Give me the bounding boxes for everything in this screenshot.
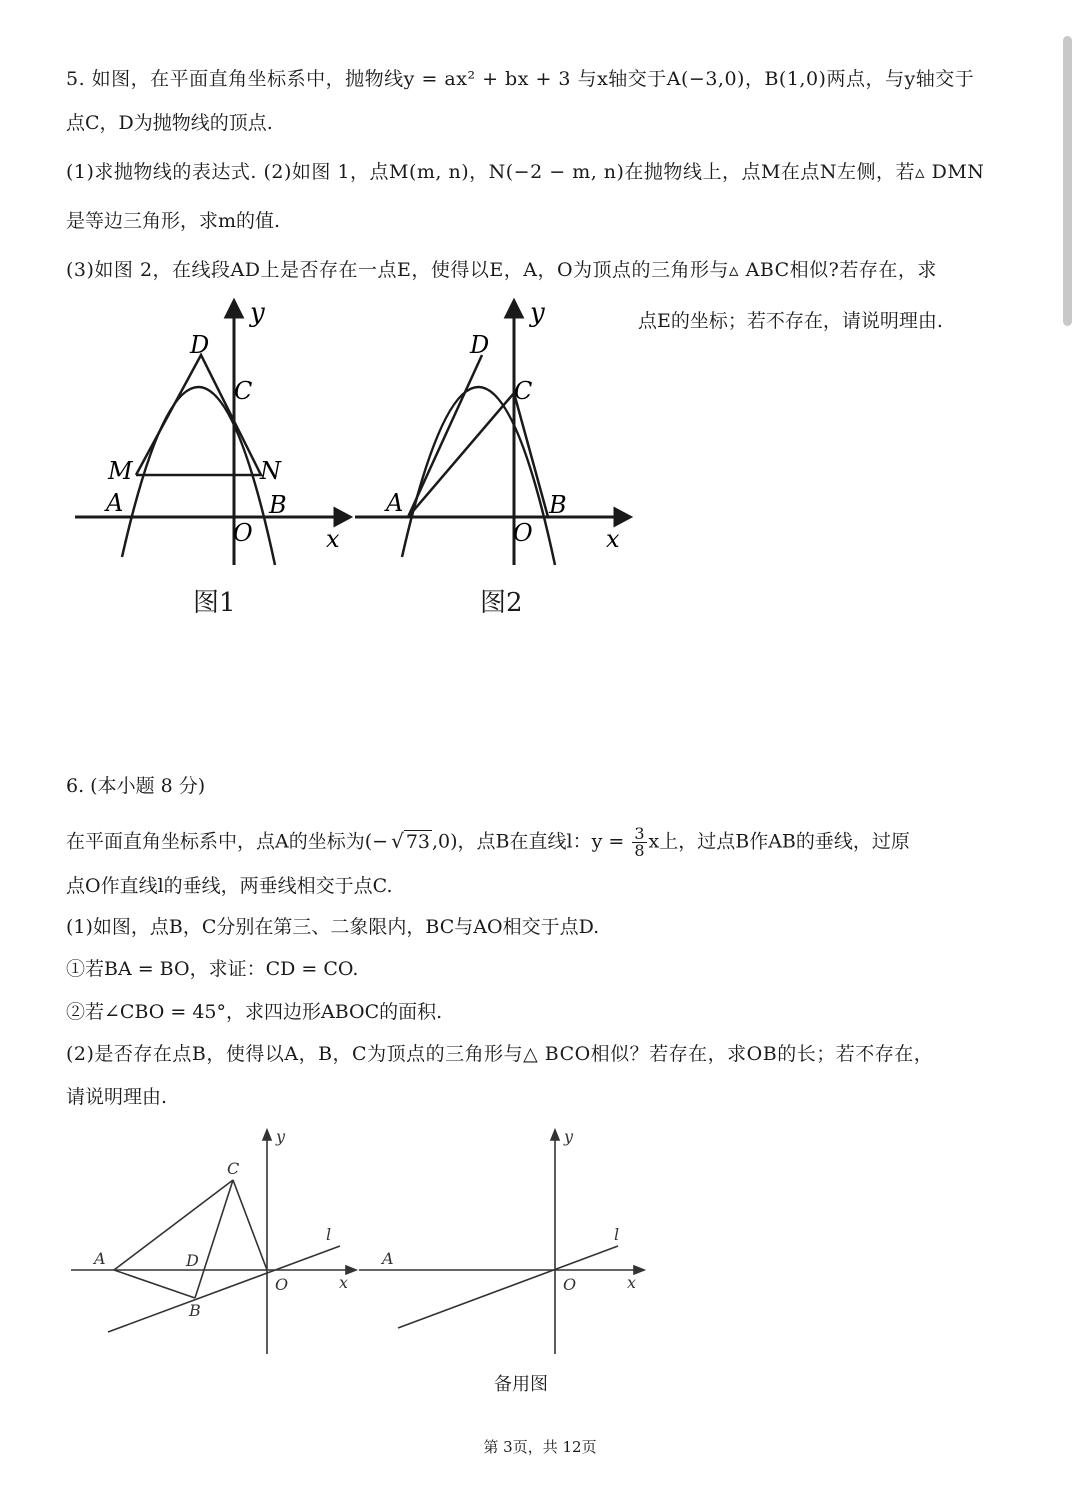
label-C: C xyxy=(234,377,253,405)
q5-line-4: 是等边三角形，求m的值. xyxy=(66,210,281,232)
segment-ad xyxy=(408,355,482,517)
label-D: D xyxy=(190,331,210,359)
figure-2-caption: 图2 xyxy=(480,588,523,618)
q6-figure-spare xyxy=(356,1122,656,1362)
figure-1-caption: 图1 xyxy=(193,588,236,618)
line-l xyxy=(398,1246,618,1328)
sqrt-sign: − xyxy=(372,830,389,853)
fraction-numerator: 3 xyxy=(634,824,645,843)
scrollbar[interactable] xyxy=(1063,36,1072,326)
label-l: l xyxy=(326,1225,332,1244)
line-l xyxy=(108,1246,340,1332)
q5-line-6: 点E的坐标；若不存在，请说明理由. xyxy=(638,310,943,332)
label-B: B xyxy=(549,491,567,519)
q6-heading: 6. (本小题 8 分) xyxy=(66,775,206,797)
fraction xyxy=(632,826,646,859)
label-C: C xyxy=(227,1159,240,1178)
label-D: D xyxy=(186,1251,199,1270)
label-B: B xyxy=(269,491,287,519)
segment-ac xyxy=(114,1180,233,1270)
triangle-dmn xyxy=(136,355,261,475)
label-O: O xyxy=(563,1275,577,1294)
label-y: y xyxy=(250,298,265,328)
x-axis-arrow xyxy=(335,509,350,525)
segment-co xyxy=(233,1180,267,1270)
q5-figure-1 xyxy=(70,295,360,575)
q5-line-1: 5. 如图，在平面直角坐标系中，抛物线y = ax² + bx + 3 与x轴交于A(−3,0)，B(1,0)两点，与y轴交于 xyxy=(66,68,975,90)
q6-line-4: ①若BA = BO，求证：CD = CO. xyxy=(66,958,359,980)
label-y: y xyxy=(564,1127,574,1146)
label-A: A xyxy=(106,489,124,517)
label-A: A xyxy=(94,1249,106,1268)
q5-line-5: (3)如图 2，在线段AD上是否存在一点E，使得以E，A，O为顶点的三角形与▵ ABC相似?若存在，求 xyxy=(66,259,937,281)
q6-line-3: (1)如图，点B，C分别在第三、二象限内，BC与AO相交于点D. xyxy=(66,916,600,938)
x-axis-arrow xyxy=(615,509,630,525)
segment-cb xyxy=(514,393,548,517)
segment-cb xyxy=(195,1180,233,1298)
q6-line-6: (2)是否存在点B，使得以A，B，C为顶点的三角形与△ BCO相似？若存在，求OB的长；若不存在， xyxy=(66,1043,934,1065)
segment-ac xyxy=(408,393,514,517)
label-M: M xyxy=(108,457,133,485)
label-x: x xyxy=(627,1273,637,1292)
q6-line-7: 请说明理由. xyxy=(66,1086,168,1108)
label-O: O xyxy=(275,1275,289,1294)
label-x: x xyxy=(339,1273,349,1292)
label-y: y xyxy=(530,298,545,328)
q6-line-1-part-b: ,0)，点B在直线l：y = xyxy=(432,830,625,853)
label-D: D xyxy=(470,331,490,359)
label-x: x xyxy=(326,525,340,553)
fraction-denominator: 8 xyxy=(634,841,645,860)
q6-line-1-part-a: 在平面直角坐标系中，点A的坐标为( xyxy=(66,830,373,853)
q6-figure-main xyxy=(68,1122,368,1362)
sqrt-value: 73 xyxy=(405,830,430,853)
label-C: C xyxy=(514,377,533,405)
q6-line-1 xyxy=(66,826,910,859)
label-x: x xyxy=(606,525,620,553)
q5-figure-2 xyxy=(350,295,640,575)
q6-line-2: 点O作直线l的垂线，两垂线相交于点C. xyxy=(66,875,393,897)
segment-ab xyxy=(114,1270,195,1298)
q6-line-5: ②若∠CBO = 45°，求四边形ABOC的面积. xyxy=(66,1001,443,1023)
label-O: O xyxy=(513,519,533,547)
q5-line-2: 点C，D为抛物线的顶点. xyxy=(66,112,273,134)
y-axis-arrow xyxy=(226,301,242,317)
y-axis-arrow xyxy=(506,301,522,317)
page-footer: 第 3页，共 12页 xyxy=(483,1438,597,1456)
q6-line-1-part-c: x上，过点B作AB的垂线，过原 xyxy=(648,830,910,853)
label-A: A xyxy=(382,1249,394,1268)
label-y: y xyxy=(276,1127,286,1146)
label-B: B xyxy=(189,1301,201,1320)
y-axis-arrow xyxy=(551,1130,559,1140)
label-l: l xyxy=(614,1225,620,1244)
radical-icon: √ xyxy=(391,828,404,853)
q5-line-3: (1)求抛物线的表达式. (2)如图 1，点M(m, n)，N(−2 − m, n)在抛物线上，点M在点N左侧，若▵ DMN xyxy=(66,161,985,183)
y-axis-arrow xyxy=(263,1130,271,1140)
label-N: N xyxy=(260,457,281,485)
spare-figure-caption: 备用图 xyxy=(494,1374,548,1395)
label-A: A xyxy=(386,489,404,517)
label-O: O xyxy=(233,519,253,547)
